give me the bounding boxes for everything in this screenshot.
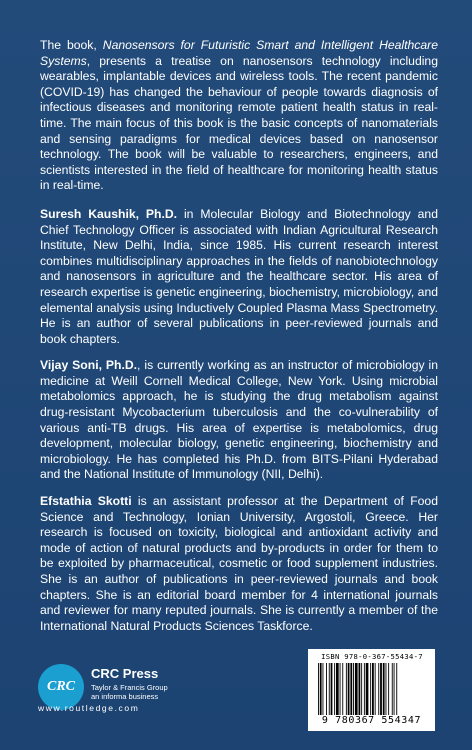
barcode-bar <box>366 663 369 715</box>
publisher-name: CRC Press <box>91 666 159 681</box>
barcode-bar <box>378 663 379 715</box>
barcode-bar <box>375 663 376 715</box>
isbn-barcode <box>308 649 435 731</box>
description-body: , presents a treatise on nanosensors technology including wearables, implantable devices and wireless tools. The recent pandemic (COVID-19) has changed the behaviour of people towards diagnosis of infectious diseases and monitoring remote patient health status in real-time. The main focus of this book is the basic concepts of nanomaterials and sensing paradigms for medical devices based on nanosensor technology. The book will be valuable to researchers, engineers, and scientists interested in the field of healthcare for monitoring health status in real-time. <box>40 53 438 193</box>
barcode-number: 9 780367 554347 <box>321 715 422 726</box>
barcode-bar <box>334 663 335 715</box>
author-name: Efstathia Skotti <box>40 494 132 509</box>
barcode-bar <box>388 663 389 715</box>
barcode-bar <box>355 663 358 715</box>
barcode-bar <box>336 663 339 715</box>
barcode-bar <box>394 663 395 715</box>
barcode-bar <box>348 663 350 715</box>
barcode-bar <box>392 663 393 715</box>
barcode-bar <box>346 663 347 715</box>
barcode-bar <box>359 663 361 715</box>
author-bio-text: in Molecular Biology and Biotechnology and Chief Technology Officer is associated with Indian Agricultural Research Institute, New Delhi, India, since 1985. His current research interest combines multidisciplinary approaches in the fields of nanobiotechnology and nanosensors in agriculture and the healthcare sector. His area of research expertise is genetic engineering, biochemistry, microbiology, and elemental analysis using Inductively Coupled Plasma Mass Spectrometry. He is an author of several publications in peer-reviewed journals and book chapters. <box>40 206 438 346</box>
barcode-bar <box>320 663 322 715</box>
book-description <box>40 38 438 194</box>
barcode-bar <box>353 663 354 715</box>
barcode-bar <box>370 663 371 715</box>
barcode-bar <box>342 663 343 715</box>
barcode-bar <box>326 663 327 715</box>
barcode-bar <box>364 663 365 715</box>
author-bio-text: , is currently working as an instructor of microbiology in medicine at Weill Cornell Medical College, New York. Using microbial metabolomics approach, he is studying the drug metabolism against drug-resistant Mycobacterium tuberculosis and the co-vulnerability of various anti-TB drugs. His area of expertise is metabolomics, drug development, molecular biology, genetic engineering, biochemistry and microbiology. He has completed his Ph.D. from BITS-Pilani Hyderabad and the National Institute of Immunology (NII, Delhi). <box>40 358 438 482</box>
barcode-bar <box>340 663 341 715</box>
barcode-bar <box>318 663 319 715</box>
description-lead: The book, <box>40 38 103 52</box>
barcode-bar <box>331 663 333 715</box>
barcode-bar <box>386 663 387 715</box>
crc-logo-icon: CRC <box>38 664 84 710</box>
author-bio <box>40 358 438 483</box>
publisher-tagline <box>91 683 168 701</box>
book-title: Nanosensors for Futuristic Smart and Intelligent Healthcare Systems <box>40 38 439 68</box>
author-bio-text: is an assistant professor at the Department of Food Science and Technology, Ionian University, Argostoli, Greece. Her research is focused on toxicity, biological and antioxidant activity and mode of action of natural products and by-products in order for them to be exploited by pharmaceutical, cosmetic or food supplement industries. She is an author of publications in peer-reviewed journals and book chapters. She is an editorial board member for 4 international journals and reviewer for many reputed journals. She is currently a member of the International Natural Products Sciences Taskforce. <box>40 494 438 633</box>
barcode-bar <box>329 663 330 715</box>
publisher-tagline-2: an informa business <box>91 692 159 701</box>
barcode-bar <box>350 663 352 715</box>
barcode-bar <box>383 663 385 715</box>
publisher-tagline-1: Taylor & Francis Group <box>91 683 168 692</box>
barcode-bar <box>396 663 397 715</box>
barcode-bar <box>361 663 362 715</box>
publisher-website: www.routledge.com <box>38 703 140 713</box>
author-name: Suresh Kaushik, Ph.D. <box>40 206 178 221</box>
barcode-bar <box>380 663 382 715</box>
barcode-bar <box>372 663 374 715</box>
isbn-label: ISBN 978-0-367-55434-7 <box>321 652 423 661</box>
author-bio <box>40 207 438 347</box>
author-bio <box>40 494 438 634</box>
author-name: Vijay Soni, Ph.D. <box>40 358 138 373</box>
publisher-logo <box>38 656 238 726</box>
cover-text <box>40 38 438 645</box>
barcode-bar <box>323 663 324 715</box>
barcode-icon <box>318 663 425 715</box>
